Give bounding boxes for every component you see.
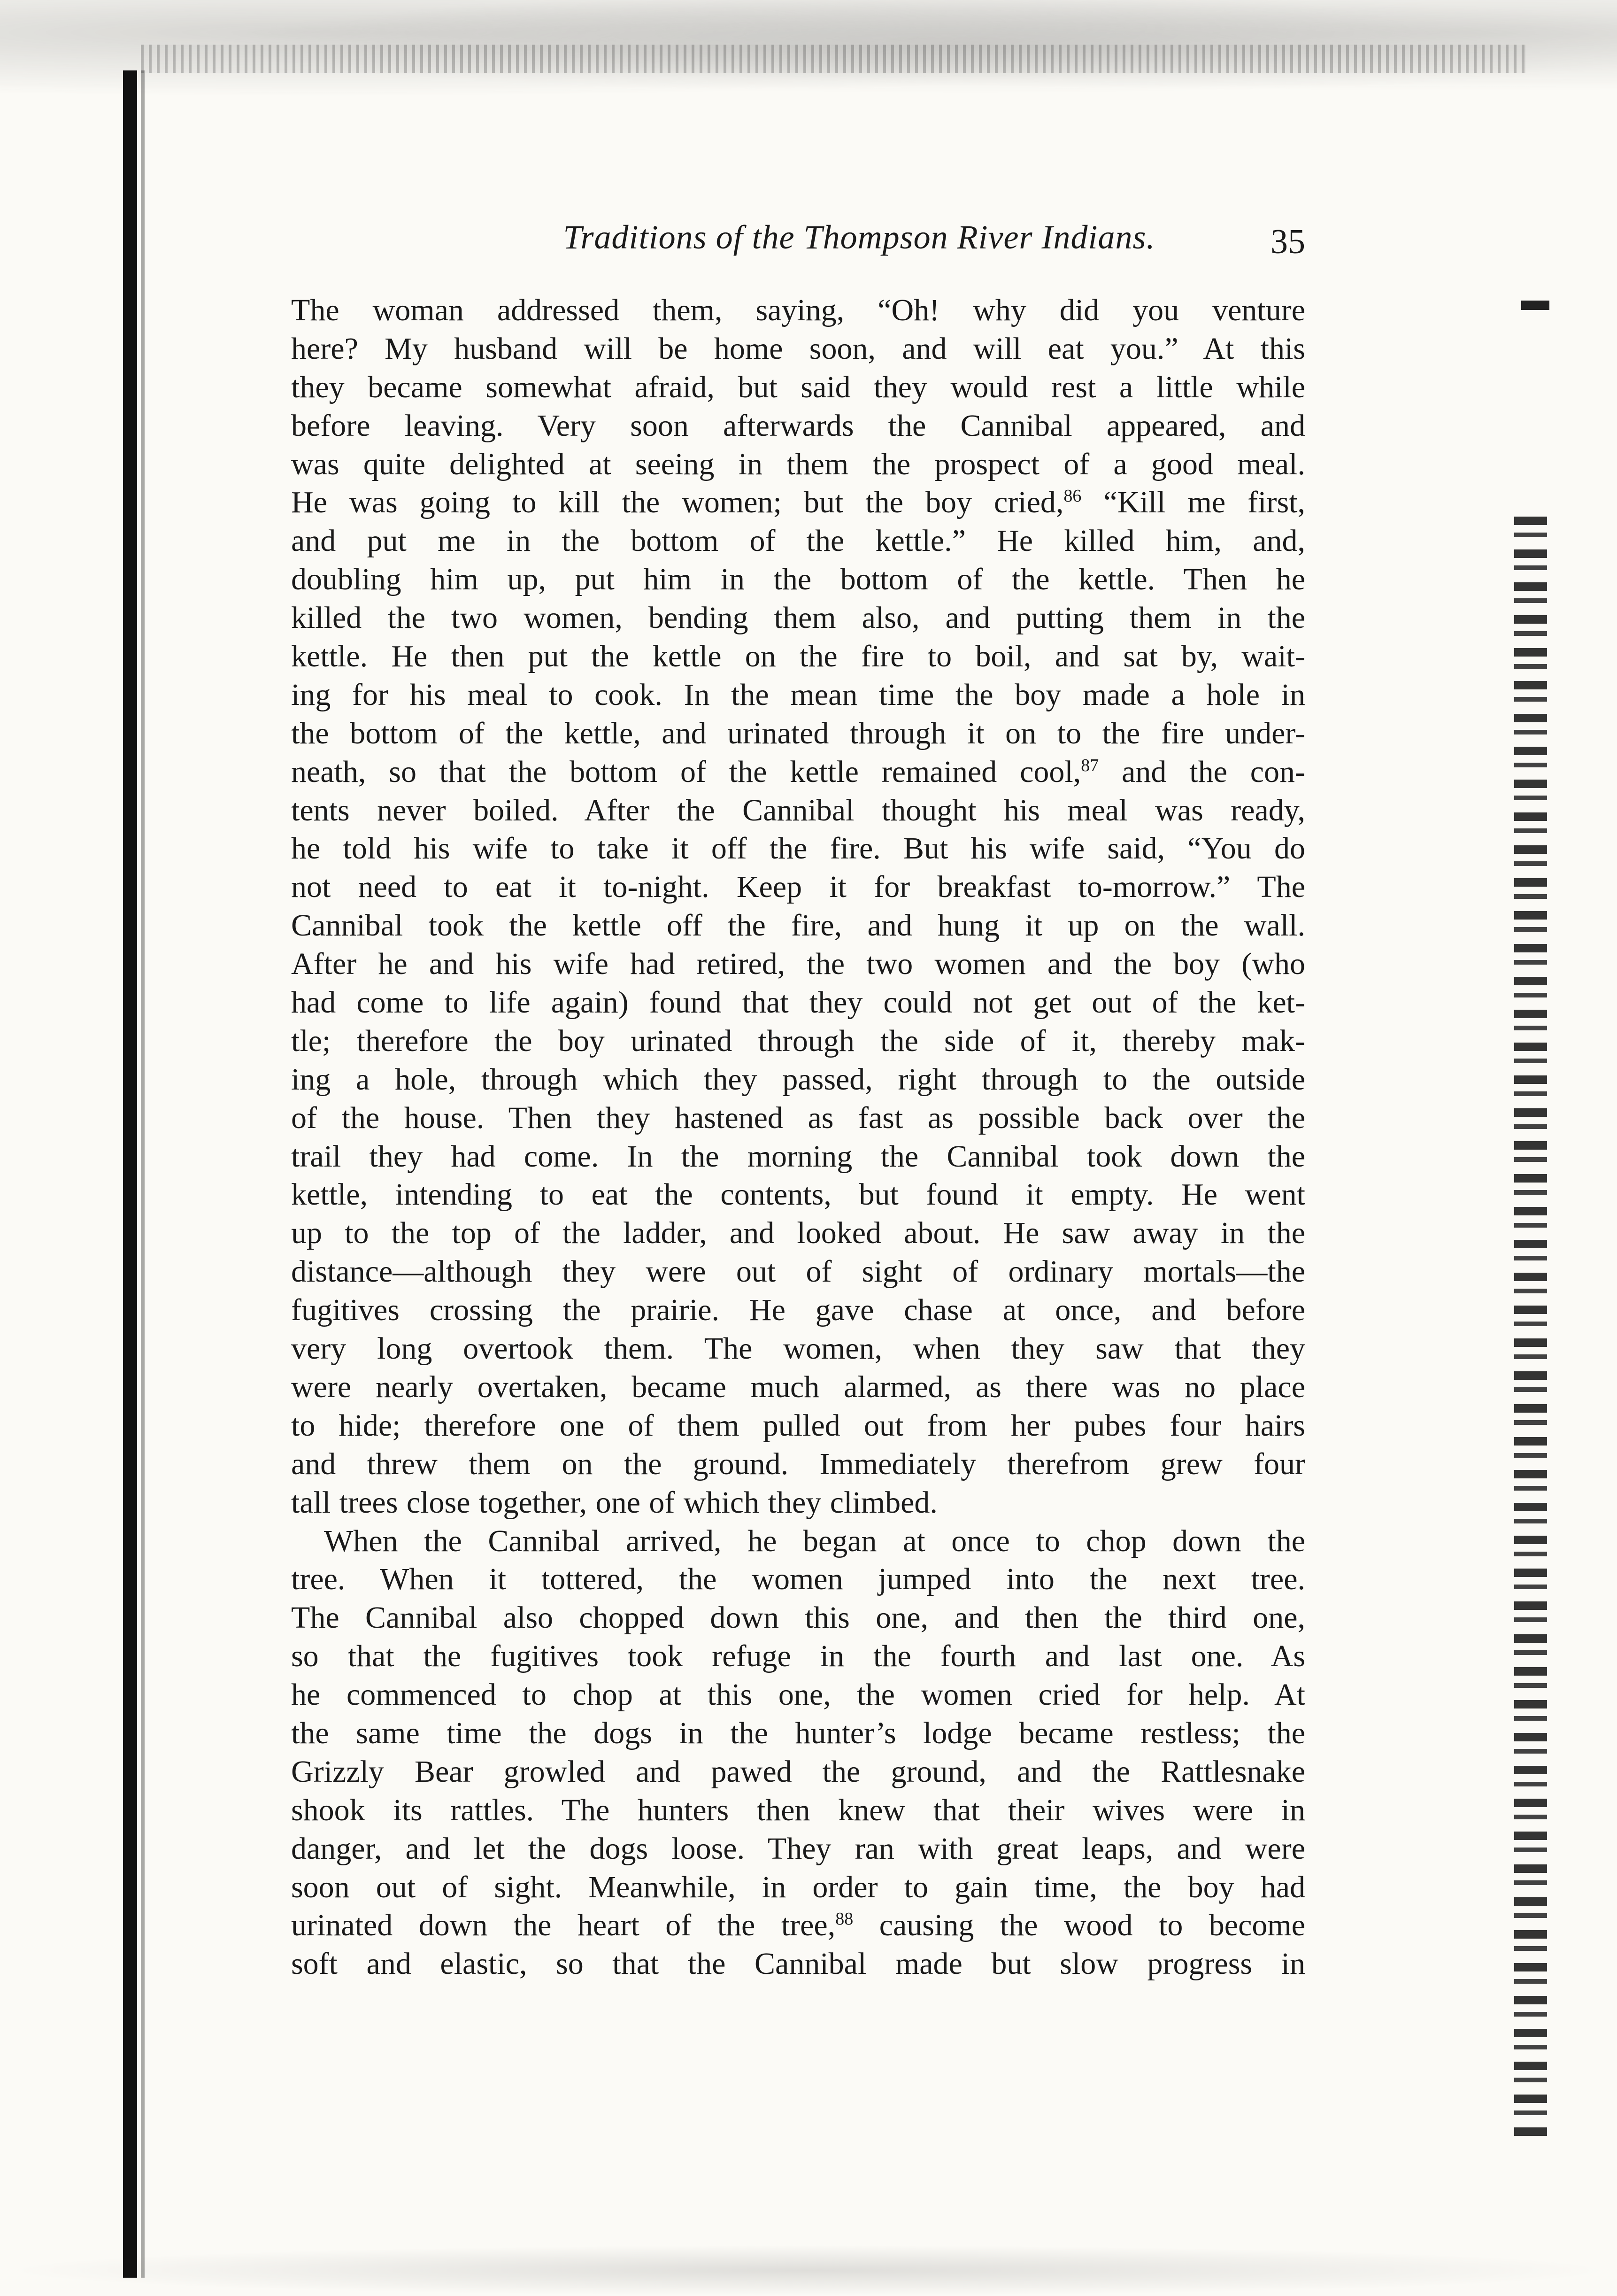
text-segment: urinated down the heart of the tree, <box>291 1908 836 1943</box>
text-line: were nearly overtaken, became much alarmed, as there was no place <box>291 1369 1305 1404</box>
text-line: was quite delighted at seeing in them the prospect of a good meal. <box>291 447 1305 481</box>
text-line: trail they had come. In the morning the Cannibal took down the <box>291 1139 1305 1174</box>
text-segment: and the con- <box>1122 754 1305 789</box>
text-line: ing a hole, through which they passed, right through to the outside <box>291 1062 1305 1097</box>
text-line: ing for his meal to cook. In the mean time the boy made a hole in <box>291 677 1305 712</box>
text-line <box>291 1906 1305 1945</box>
text-segment: “Kill me first, <box>1103 485 1305 520</box>
text-line: soft and elastic, so that the Cannibal made but slow progress in <box>291 1947 1305 1981</box>
text-line: killed the two women, bending them also, and putting them in the <box>291 601 1305 635</box>
running-title: Traditions of the Thompson River Indians. <box>563 218 1155 256</box>
text-line: so that the fugitives took refuge in the fourth and last one. As <box>291 1639 1305 1674</box>
text-line: and put me in the bottom of the kettle.” He killed him, and, <box>291 524 1305 558</box>
text-line: up to the top of the ladder, and looked about. He saw away in the <box>291 1216 1305 1251</box>
text-segment: neath, so that the bottom of the kettle remained cool, <box>291 754 1081 789</box>
text-segment: He was going to kill the women; but the boy cried, <box>291 485 1064 520</box>
text-line: kettle. He then put the kettle on the fire to boil, and sat by, wait- <box>291 639 1305 674</box>
footnote-ref: 88 <box>835 1909 854 1929</box>
text-line: here? My husband will be home soon, and will eat you.” At this <box>291 331 1305 366</box>
text-line: of the house. Then they hastened as fast as possible back over the <box>291 1100 1305 1135</box>
text-line: tents never boiled. After the Cannibal thought his meal was ready, <box>291 793 1305 827</box>
text-line: tall trees close together, one of which they climbed. <box>291 1485 938 1520</box>
text-line: kettle, intending to eat the contents, but found it empty. He went <box>291 1177 1305 1212</box>
text-segment: causing the wood to become <box>879 1908 1305 1943</box>
text-line: had come to life again) found that they could not get out of the ket- <box>291 985 1305 1020</box>
text-line: Cannibal took the kettle off the fire, and hung it up on the wall. <box>291 908 1305 943</box>
text-line: The Cannibal also chopped down this one, and then the third one, <box>291 1600 1305 1635</box>
text-line: he commenced to chop at this one, the women cried for help. At <box>291 1678 1305 1712</box>
paragraph <box>291 1522 1305 1984</box>
page-number: 35 <box>1270 223 1305 261</box>
text-line: shook its rattles. The hunters then knew that their wives were in <box>291 1793 1305 1827</box>
text-line: tree. When it tottered, the women jumped into the next tree. <box>291 1562 1305 1597</box>
text-line: fugitives crossing the prairie. He gave chase at once, and before <box>291 1293 1305 1328</box>
text-line: very long overtook them. The women, when they saw that they <box>291 1331 1305 1366</box>
text-line: doubling him up, put him in the bottom of the kettle. Then he <box>291 562 1305 597</box>
text-line: Grizzly Bear growled and pawed the ground, and the Rattlesnake <box>291 1754 1305 1789</box>
paragraph <box>291 291 1305 1522</box>
text-line <box>291 753 1305 791</box>
text-line: The woman addressed them, saying, “Oh! why did you venture <box>291 293 1305 327</box>
footnote-ref: 86 <box>1063 486 1082 506</box>
text-line: distance—although they were out of sight of ordinary mortals—the <box>291 1254 1305 1289</box>
text-line: soon out of sight. Meanwhile, in order to gain time, the boy had <box>291 1870 1305 1904</box>
text-line: he told his wife to take it off the fire. But his wife said, “You do <box>291 831 1305 866</box>
text-line: danger, and let the dogs loose. They ran with great leaps, and were <box>291 1831 1305 1866</box>
body-text <box>291 291 1305 1983</box>
text-line: When the Cannibal arrived, he began at once to chop down the <box>324 1523 1305 1558</box>
text-line: the same time the dogs in the hunter’s lodge became restless; the <box>291 1716 1305 1750</box>
text-line: the bottom of the kettle, and urinated through it on to the fire under- <box>291 716 1305 750</box>
text-line: before leaving. Very soon afterwards the Cannibal appeared, and <box>291 408 1305 443</box>
footnote-ref: 87 <box>1081 755 1099 775</box>
text-line: After he and his wife had retired, the two women and the boy (who <box>291 947 1305 982</box>
text-line: and threw them on the ground. Immediately therefrom grew four <box>291 1446 1305 1481</box>
text-line: not need to eat it to-night. Keep it for breakfast to-morrow.” The <box>291 870 1305 904</box>
text-line <box>291 483 1305 522</box>
text-line: tle; therefore the boy urinated through the side of it, thereby mak- <box>291 1023 1305 1058</box>
text-line: they became somewhat afraid, but said they would rest a little while <box>291 370 1305 404</box>
text-line: to hide; therefore one of them pulled out from her pubes four hairs <box>291 1408 1305 1443</box>
